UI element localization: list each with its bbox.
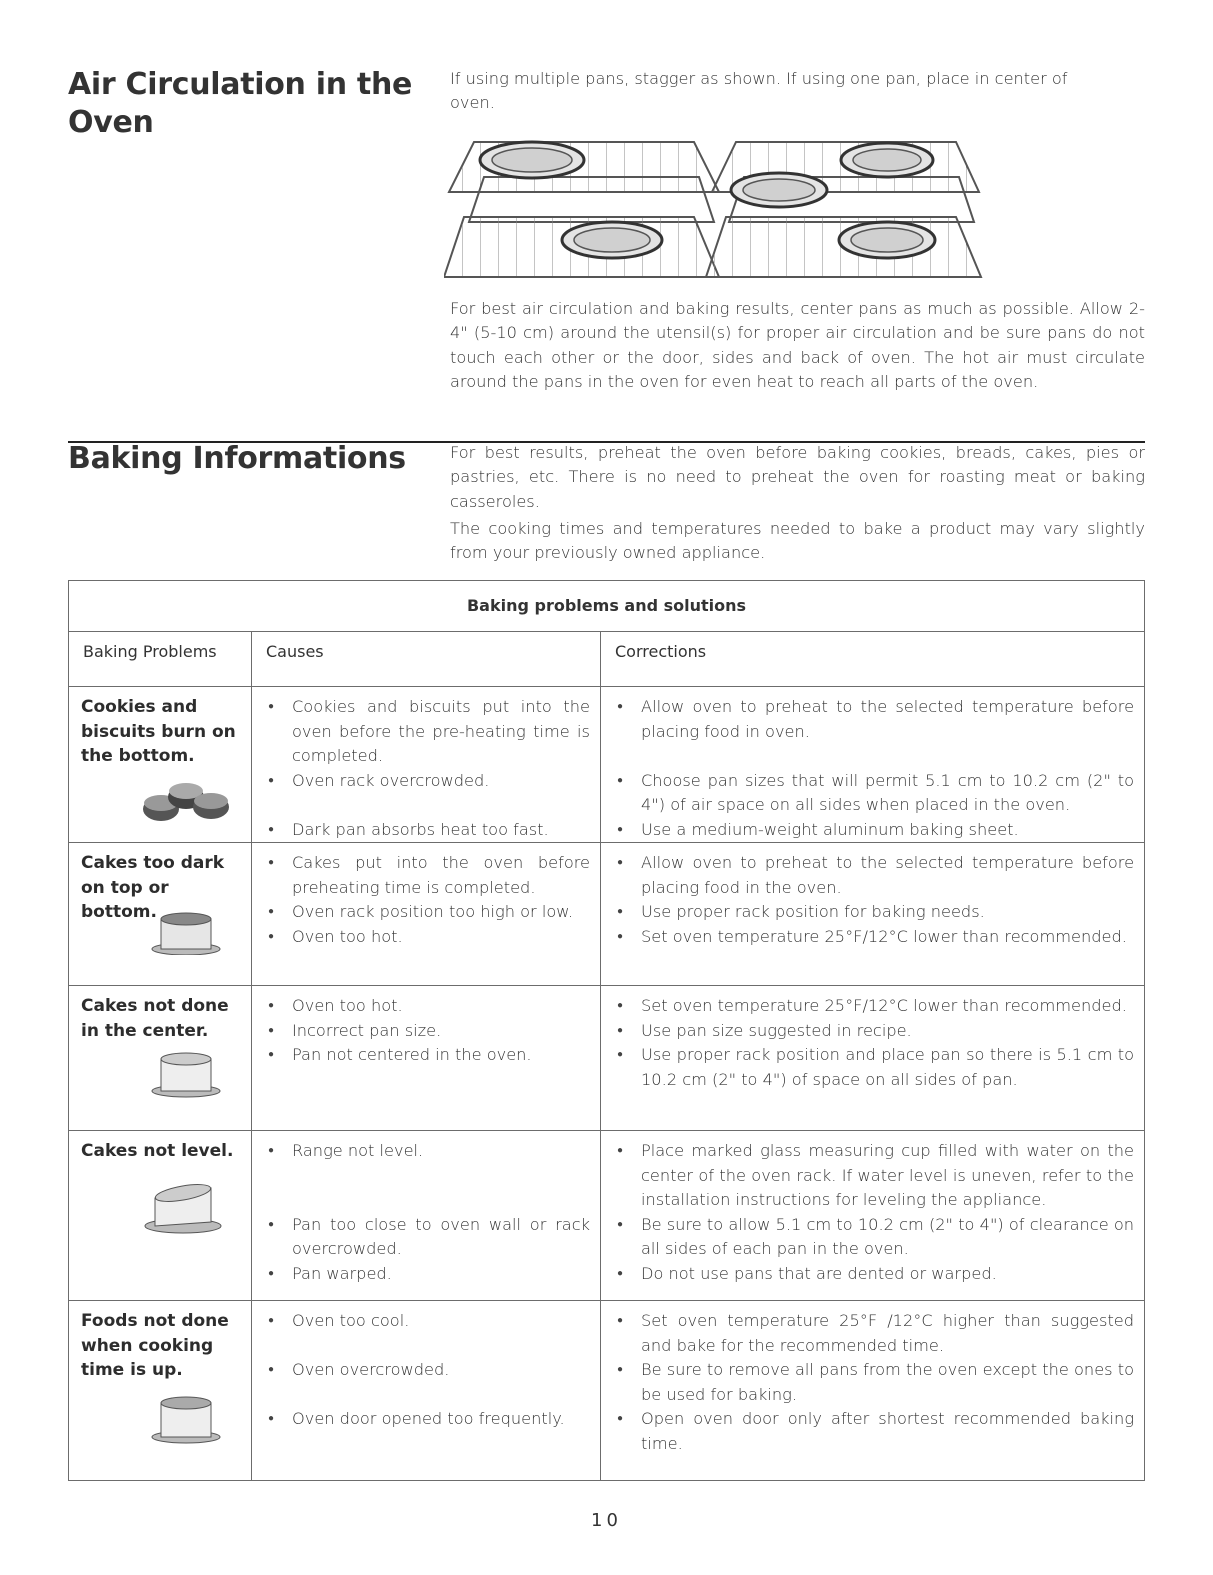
- cause-item: ● Cookies and biscuits put into the oven before the pre-heating time is completed.: [266, 695, 590, 769]
- left-rack-set: [444, 142, 719, 277]
- correction-item: ● Be sure to allow 5.1 cm to 10.2 cm (2" to 4") of clearance on all sides of each pan in the oven.: [615, 1213, 1134, 1262]
- corrections-cell: [601, 687, 1145, 843]
- baking-info-paragraph-1: For best results, preheat the oven before baking cookies, breads, cakes, pies or pastries, etc. There is no need to preheat the oven for roasting meat or baking casseroles.: [450, 443, 1145, 511]
- title-line-1: Air Circulation in the: [68, 67, 413, 102]
- correction-item: ● Be sure to remove all pans from the oven except the ones to be used for baking.: [615, 1358, 1134, 1407]
- correction-item: ● Do not use pans that are dented or warped.: [615, 1262, 1134, 1287]
- correction-item: ● Set oven temperature 25°F/12°C lower than recommended.: [615, 925, 1134, 950]
- cake-icon: [151, 911, 221, 955]
- problem-text: Cookies and biscuits burn on the bottom.: [81, 697, 236, 766]
- cake-icon: [151, 1393, 221, 1445]
- table-title: Baking problems and solutions: [69, 581, 1145, 632]
- problem-text: Cakes not level.: [81, 1141, 234, 1161]
- cause-item: ● Oven rack position too high or low.: [266, 900, 590, 925]
- header-corrections: Corrections: [601, 632, 1145, 687]
- cause-item: ● Oven too cool.: [266, 1309, 590, 1334]
- section-title-air-circulation: [68, 66, 412, 142]
- baking-info-paragraph-2: The cooking times and temperatures needed to bake a product may vary slightly from your previously owned appliance.: [450, 519, 1145, 563]
- corrections-cell: [601, 1131, 1145, 1301]
- problem-cell: [69, 843, 252, 986]
- corrections-cell: [601, 843, 1145, 986]
- table-row: [69, 1301, 1145, 1481]
- corrections-cell: [601, 1301, 1145, 1481]
- correction-item: ● Use a medium-weight aluminum baking sheet.: [615, 818, 1134, 843]
- problem-cell: [69, 687, 252, 843]
- problem-text: Foods not done when cooking time is up.: [81, 1311, 229, 1380]
- correction-item: ● Set oven temperature 25°F/12°C lower than recommended.: [615, 994, 1134, 1019]
- air-circulation-paragraph: For best air circulation and baking results, center pans as much as possible. Allow 2-4" (5-10 cm) around the utensil(s) for proper air circulation and be sure pans do not touch each other or the door, sides and back of oven. The hot air must circulate around the pans in the oven for even heat to reach all parts of the oven.: [450, 299, 1145, 392]
- intro-paragraph: If using multiple pans, stagger as shown. If using one pan, place in center of oven.: [450, 69, 1068, 113]
- cause-item: ● Range not level.: [266, 1139, 590, 1164]
- header-causes: Causes: [252, 632, 601, 687]
- correction-item: ● Use proper rack position for baking needs.: [615, 900, 1134, 925]
- cause-item: ● Oven door opened too frequently.: [266, 1407, 590, 1432]
- cause-item: ● Incorrect pan size.: [266, 1019, 590, 1044]
- correction-item: ● Use proper rack position and place pan so there is 5.1 cm to 10.2 cm (2" to 4") of space on all sides of pan.: [615, 1043, 1134, 1092]
- tilted-cake-icon: [143, 1180, 223, 1236]
- cause-item: ● Pan not centered in the oven.: [266, 1043, 590, 1068]
- causes-cell: [252, 687, 601, 843]
- correction-item: ● Allow oven to preheat to the selected temperature before placing food in the oven.: [615, 851, 1134, 900]
- page-number: 10: [591, 1510, 622, 1531]
- oven-racks-illustration: [444, 122, 984, 282]
- causes-cell: [252, 1301, 601, 1481]
- header-baking-problems: Baking Problems: [69, 632, 252, 687]
- correction-item: ● Set oven temperature 25°F /12°C higher than suggested and bake for the recommended time.: [615, 1309, 1134, 1358]
- baking-problems-table: [68, 580, 1145, 1481]
- right-rack-set: [706, 142, 981, 277]
- problem-cell: [69, 1131, 252, 1301]
- cause-item: ● Oven rack overcrowded.: [266, 769, 590, 794]
- cause-item: ● Oven overcrowded.: [266, 1358, 590, 1383]
- problem-text: Cakes not done in the center.: [81, 996, 229, 1041]
- cookies-icon: [141, 775, 231, 825]
- problem-cell: [69, 986, 252, 1131]
- cause-item: ● Cakes put into the oven before preheating time is completed.: [266, 851, 590, 900]
- cause-item: ● Pan too close to oven wall or rack overcrowded.: [266, 1213, 590, 1262]
- section-title-baking-informations: Baking Informations: [68, 441, 406, 476]
- correction-item: ● Allow oven to preheat to the selected temperature before placing food in oven.: [615, 695, 1134, 744]
- correction-item: ● Open oven door only after shortest recommended baking time.: [615, 1407, 1134, 1456]
- causes-cell: [252, 843, 601, 986]
- correction-item: ● Place marked glass measuring cup filled with water on the center of the oven rack. If water level is uneven, refer to the installation instructions for leveling the appliance.: [615, 1139, 1134, 1213]
- table-row: [69, 1131, 1145, 1301]
- cause-item: ● Dark pan absorbs heat too fast.: [266, 818, 590, 843]
- table-row: [69, 843, 1145, 986]
- cause-item: ● Oven too hot.: [266, 994, 590, 1019]
- problem-cell: [69, 1301, 252, 1481]
- corrections-cell: [601, 986, 1145, 1131]
- problem-text: Cakes too dark on top or bottom.: [81, 853, 225, 922]
- correction-item: ● Use pan size suggested in recipe.: [615, 1019, 1134, 1044]
- table-row: [69, 687, 1145, 843]
- cause-item: ● Oven too hot.: [266, 925, 590, 950]
- causes-cell: [252, 1131, 601, 1301]
- correction-item: ● Choose pan sizes that will permit 5.1 cm to 10.2 cm (2" to 4") of air space on all sides when placed in the oven.: [615, 769, 1134, 818]
- causes-cell: [252, 986, 601, 1131]
- cake-icon: [151, 1049, 221, 1099]
- cause-item: ● Pan warped.: [266, 1262, 590, 1287]
- title-line-2: Oven: [68, 105, 154, 140]
- table-row: [69, 986, 1145, 1131]
